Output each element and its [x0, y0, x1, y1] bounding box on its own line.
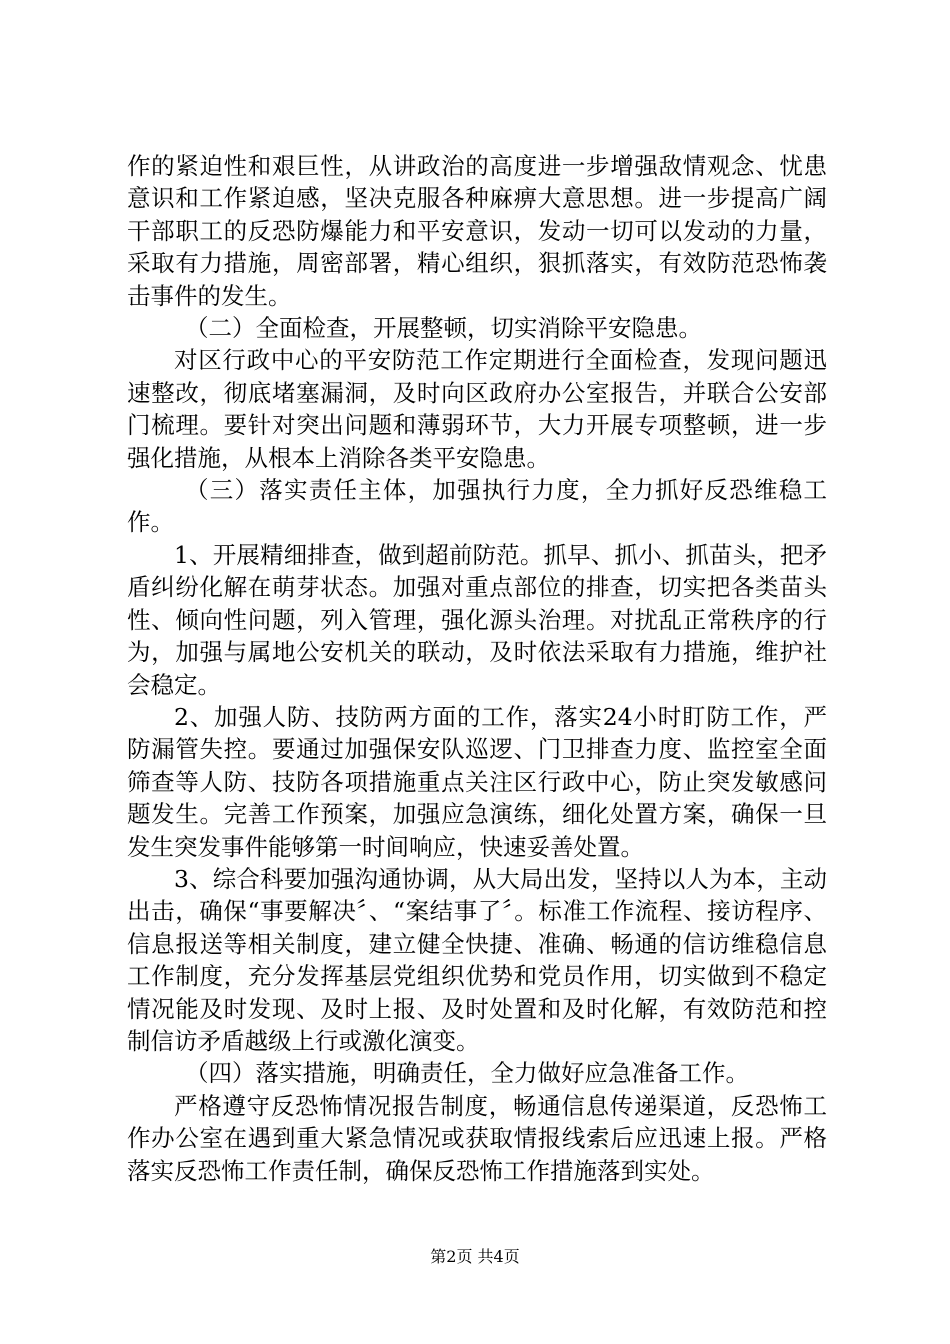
list-item-3: 3、综合科要加强沟通协调，从大局出发，坚持以人为本，主动出击，确保“事要解决〞、“案结事了〞。标准工作流程、接访程序、信息报送等相关制度，建立健全快捷、准确、畅通的信访维稳信息工作制度，充分发挥基层党组织优势和党员作用，切实做到不稳定情况能及时发现、及时上报、及时处置和及时化解，有效防范和控制信访矛盾越级上行或激化演变。 — [127, 864, 827, 1055]
section-heading-4: （四）落实措施，明确责任，全力做好应急准备工作。 — [185, 1059, 749, 1088]
list-item-2: 2、加强人防、技防两方面的工作，落实24小时盯防工作，严防漏管失控。要通过加强保安队巡逻、门卫排查力度、监控室全面筛查等人防、技防各项措施重点关注区行政中心，防止突发敏感问题发生。完善工作预案，加强应急演练，细化处置方案，确保一旦发生突发事件能够第一时间响应，快速妥善处置。 — [127, 702, 827, 861]
list-item-1: 1、开展精细排查，做到超前防范。抓早、抓小、抓苗头，把矛盾纠纷化解在萌芽状态。加强对重点部位的排查，切实把各类苗头性、倾向性问题，列入管理，强化源头治理。对扰乱正常秩序的行为，加强与属地公安机关的联动，及时依法采取有力措施，维护社会稳定。 — [127, 540, 827, 699]
paragraph: 严格遵守反恐怖情况报告制度，畅通信息传递渠道，反恐怖工作办公室在遇到重大紧急情况或获取情报线索后应迅速上报。严格落实反恐怖工作责任制，确保反恐怖工作措施落到实处。 — [127, 1091, 827, 1185]
section-heading-3: （三）落实责任主体，加强执行力度，全力抓好反恐维稳工作。 — [127, 476, 827, 537]
paragraph-continued: 作的紧迫性和艰巨性，从讲政治的高度进一步增强敌情观念、忧患意识和工作紧迫感，坚决克服各种麻痹大意思想。进一步提高广阔干部职工的反恐防爆能力和平安意识，发动一切可以发动的力量，采取有力措施，周密部署，精心组织，狠抓落实，有效防范恐怖袭击事件的发生。 — [127, 152, 827, 310]
section-heading-2: （二）全面检查，开展整顿，切实消除平安隐患。 — [185, 314, 702, 343]
page-number-footer: 第2页 共4页 — [430, 1247, 520, 1266]
document-page — [127, 150, 827, 1187]
paragraph: 对区行政中心的平安防范工作定期进行全面检查，发现问题迅速整改，彻底堵塞漏洞，及时向区政府办公室报告，并联合公安部门梳理。要针对突出问题和薄弱环节，大力开展专项整顿，进一步强化措施，从根本上消除各类平安隐患。 — [127, 346, 827, 472]
